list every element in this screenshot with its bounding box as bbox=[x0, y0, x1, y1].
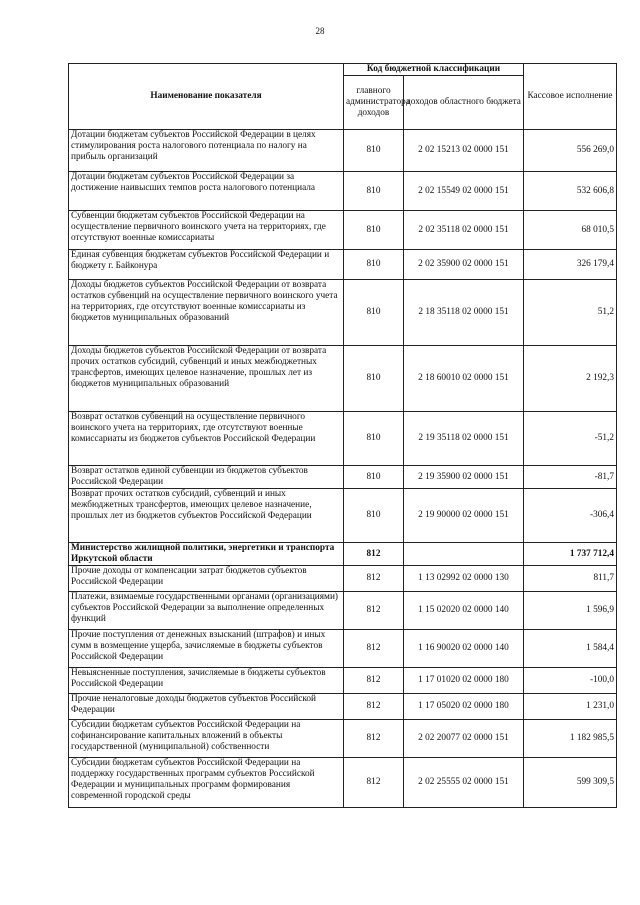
row-admin-code: 812 bbox=[344, 543, 404, 566]
row-admin-code: 812 bbox=[344, 592, 404, 630]
row-cash-execution: 532 606,8 bbox=[524, 172, 617, 211]
row-cash-execution: 2 192,3 bbox=[524, 346, 617, 412]
row-revenue-code: 2 02 20077 02 0000 151 bbox=[404, 720, 524, 758]
row-name: Прочие поступления от денежных взысканий (штрафов) и иных сумм в возмещение ущерба, зачисляемые в бюджеты субъектов Российской Федерации bbox=[69, 630, 344, 668]
table-row bbox=[69, 280, 617, 346]
row-name: Дотации бюджетам субъектов Российской Федерации за достижение наивысших темпов роста налогового потенциала bbox=[69, 172, 344, 211]
header-admin: главного администратора доходов bbox=[344, 76, 404, 130]
table-row bbox=[69, 211, 617, 250]
row-admin-code: 810 bbox=[344, 280, 404, 346]
row-admin-code: 810 bbox=[344, 466, 404, 489]
row-admin-code: 810 bbox=[344, 250, 404, 280]
row-cash-execution: 1 737 712,4 bbox=[524, 543, 617, 566]
row-name: Прочие доходы от компенсации затрат бюджетов субъектов Российской Федерации bbox=[69, 566, 344, 592]
row-name: Платежи, взимаемые государственными органами (организациями) субъектов Российской Федерации за выполнение определенных функций bbox=[69, 592, 344, 630]
row-revenue-code: 1 15 02020 02 0000 140 bbox=[404, 592, 524, 630]
table-row bbox=[69, 130, 617, 172]
row-revenue-code: 2 19 35900 02 0000 151 bbox=[404, 466, 524, 489]
row-admin-code: 812 bbox=[344, 720, 404, 758]
header-cash-execution: Кассовое исполнение bbox=[524, 64, 617, 130]
row-admin-code: 812 bbox=[344, 668, 404, 694]
row-cash-execution: 1 596,9 bbox=[524, 592, 617, 630]
table-row bbox=[69, 466, 617, 489]
table-row bbox=[69, 489, 617, 543]
page-number: 28 bbox=[315, 26, 325, 36]
row-admin-code: 810 bbox=[344, 346, 404, 412]
row-revenue-code: 1 17 01020 02 0000 180 bbox=[404, 668, 524, 694]
table-row bbox=[69, 566, 617, 592]
row-cash-execution: 326 179,4 bbox=[524, 250, 617, 280]
row-cash-execution: 1 584,4 bbox=[524, 630, 617, 668]
row-revenue-code: 2 02 35118 02 0000 151 bbox=[404, 211, 524, 250]
table-row bbox=[69, 592, 617, 630]
row-name: Возврат остатков субвенций на осуществление первичного воинского учета на территориях, где отсутствуют военные комиссариаты из бюджетов субъектов Российской Федерации bbox=[69, 412, 344, 466]
row-admin-code: 810 bbox=[344, 211, 404, 250]
row-cash-execution: -51,2 bbox=[524, 412, 617, 466]
header-revenue-code: доходов областного бюджета bbox=[404, 76, 524, 130]
row-cash-execution: 51,2 bbox=[524, 280, 617, 346]
row-name: Невыясненные поступления, зачисляемые в бюджеты субъектов Российской Федерации bbox=[69, 668, 344, 694]
row-revenue-code: 1 16 90020 02 0000 140 bbox=[404, 630, 524, 668]
row-cash-execution: 599 309,5 bbox=[524, 758, 617, 808]
row-name: Прочие неналоговые доходы бюджетов субъектов Российской Федерации bbox=[69, 694, 344, 720]
header-name: Наименование показателя bbox=[69, 64, 344, 130]
row-name: Субвенции бюджетам субъектов Российской Федерации на осуществление первичного воинского учета на территориях, где отсутствуют военные комиссариаты bbox=[69, 211, 344, 250]
row-revenue-code: 2 02 15213 02 0000 151 bbox=[404, 130, 524, 172]
row-name: Единая субвенция бюджетам субъектов Российской Федерации и бюджету г. Байконура bbox=[69, 250, 344, 280]
row-name: Доходы бюджетов субъектов Российской Федерации от возврата прочих остатков субсидий, субвенций и иных межбюджетных трансфертов, имеющих целевое назначение, прошлых лет из бюджетов муниципальных образований bbox=[69, 346, 344, 412]
row-name: Дотации бюджетам субъектов Российской Федерации в целях стимулирования роста налогового потенциала по налогу на прибыль организаций bbox=[69, 130, 344, 172]
row-name: Возврат прочих остатков субсидий, субвенций и иных межбюджетных трансфертов, имеющих целевое назначение, прошлых лет из бюджетов субъектов Российской Федерации bbox=[69, 489, 344, 543]
table-row bbox=[69, 720, 617, 758]
row-cash-execution: -81,7 bbox=[524, 466, 617, 489]
row-revenue-code: 2 02 15549 02 0000 151 bbox=[404, 172, 524, 211]
row-name: Субсидии бюджетам субъектов Российской Федерации на софинансирование капитальных вложений в объекты государственной (муниципальной) собственности bbox=[69, 720, 344, 758]
row-admin-code: 810 bbox=[344, 130, 404, 172]
row-revenue-code: 2 02 35900 02 0000 151 bbox=[404, 250, 524, 280]
table-row bbox=[69, 694, 617, 720]
row-admin-code: 812 bbox=[344, 694, 404, 720]
row-cash-execution: -306,4 bbox=[524, 489, 617, 543]
table-row bbox=[69, 346, 617, 412]
row-cash-execution: -100,0 bbox=[524, 668, 617, 694]
row-cash-execution: 556 269,0 bbox=[524, 130, 617, 172]
table-row bbox=[69, 412, 617, 466]
row-revenue-code: 2 18 35118 02 0000 151 bbox=[404, 280, 524, 346]
row-revenue-code: 2 19 90000 02 0000 151 bbox=[404, 489, 524, 543]
row-cash-execution: 68 010,5 bbox=[524, 211, 617, 250]
row-cash-execution: 811,7 bbox=[524, 566, 617, 592]
row-admin-code: 812 bbox=[344, 758, 404, 808]
table-row bbox=[69, 630, 617, 668]
row-name: Доходы бюджетов субъектов Российской Федерации от возврата остатков субвенций на осуществление первичного воинского учета на территориях, где отсутствуют военные комиссариаты из бюджетов муниципальных образований bbox=[69, 280, 344, 346]
row-admin-code: 812 bbox=[344, 630, 404, 668]
row-admin-code: 812 bbox=[344, 566, 404, 592]
row-name: Возврат остатков единой субвенции из бюджетов субъектов Российской Федерации bbox=[69, 466, 344, 489]
row-cash-execution: 1 231,0 bbox=[524, 694, 617, 720]
row-admin-code: 810 bbox=[344, 489, 404, 543]
row-name: Субсидии бюджетам субъектов Российской Федерации на поддержку государственных программ субъектов Российской Федерации и муниципальных программ формирования современной городской среды bbox=[69, 758, 344, 808]
table-row bbox=[69, 250, 617, 280]
row-revenue-code: 2 02 25555 02 0000 151 bbox=[404, 758, 524, 808]
header-budget-classification: Код бюджетной классификации bbox=[344, 64, 524, 76]
row-admin-code: 810 bbox=[344, 412, 404, 466]
row-revenue-code: 2 19 35118 02 0000 151 bbox=[404, 412, 524, 466]
table-row bbox=[69, 758, 617, 808]
row-admin-code: 810 bbox=[344, 172, 404, 211]
row-revenue-code: 1 17 05020 02 0000 180 bbox=[404, 694, 524, 720]
row-cash-execution: 1 182 985,5 bbox=[524, 720, 617, 758]
table-row bbox=[69, 668, 617, 694]
row-revenue-code bbox=[404, 543, 524, 566]
table-row bbox=[69, 172, 617, 211]
budget-table bbox=[68, 63, 617, 808]
row-revenue-code: 2 18 60010 02 0000 151 bbox=[404, 346, 524, 412]
row-revenue-code: 1 13 02992 02 0000 130 bbox=[404, 566, 524, 592]
row-name: Министерство жилищной политики, энергетики и транспорта Иркутской области bbox=[69, 543, 344, 566]
table-row bbox=[69, 543, 617, 566]
